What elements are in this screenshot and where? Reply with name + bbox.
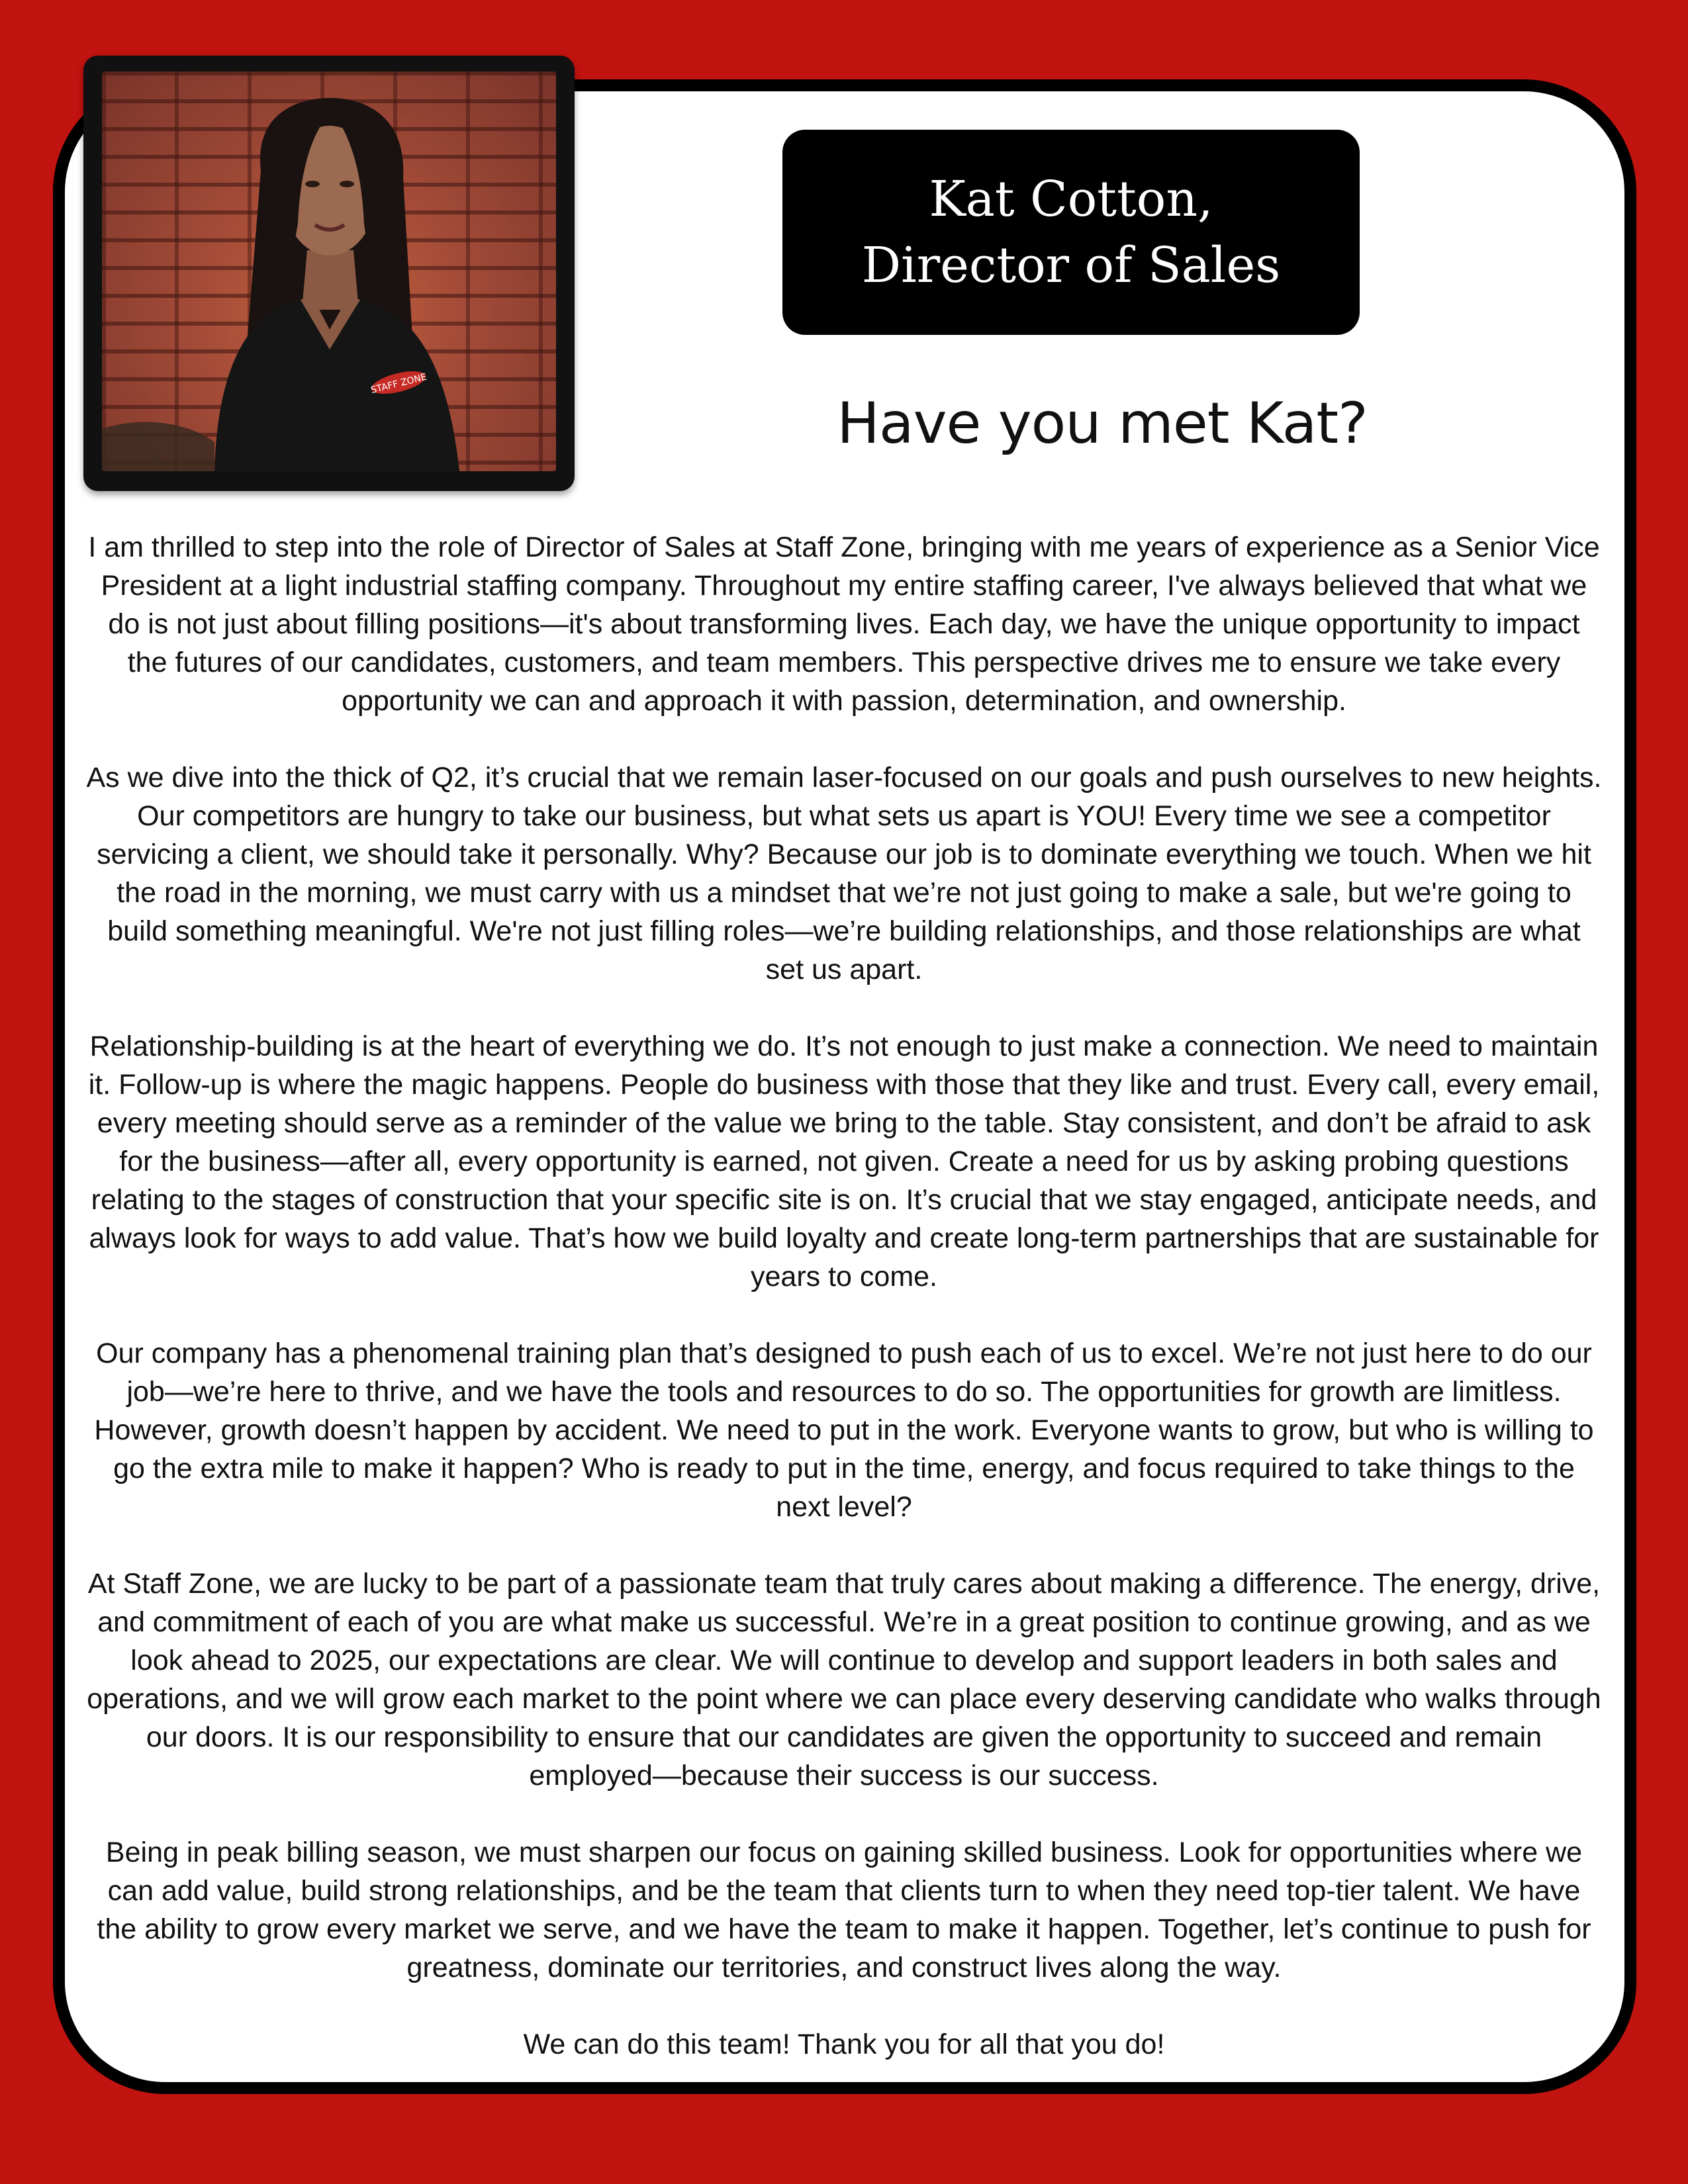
person-role: Director of Sales [861, 237, 1281, 294]
paragraph-training: Our company has a phenomenal training plan that’s designed to push each of us to excel. We’re not just here to do our job—we’re here to thrive, and we have the tools and resources to do so. The opportunities for growth are limitless. However, growth doesn’t happen by accident. We need to put in the work. Everyone wants to grow, but who is willing to go the extra mile to make it happen? Who is ready to put in the time, energy, and focus required to take things to the next level? [94, 1338, 1594, 1523]
person-name: Kat Cotton, [929, 171, 1213, 228]
paragraph-relationships: Relationship-building is at the heart of everything we do. It’s not enough to just make a connection. We need to maintain it. Follow-up is where the magic happens. People do business with those that they like and trust. Every call, every email, every meeting should serve as a reminder of the value we bring to the table. Stay consistent, and don’t be afraid to ask for the business—after all, every opportunity is earned, not given. Create a need for us by asking probing questions relating to the stages of construction that your specific site is on. It’s crucial that we stay engaged, anticipate needs, and always look for ways to add value. That’s how we build loyalty and create long-term partnerships that are sustainable for years to come. [88, 1030, 1600, 1293]
paragraph-billing-season: Being in peak billing season, we must sharpen our focus on gaining skilled business. Look for opportunities where we can add value, build strong relationships, and be the team that clients turn to when they need top-tier talent. We have the ability to grow every market we serve, and we have the team to make it happen. Together, let’s continue to push for greatness, dominate our territories, and construct lives along the way. [97, 1837, 1591, 1983]
paragraph-intro: I am thrilled to step into the role of Director of Sales at Staff Zone, bringing with me years of experience as a Senior Vice President at a light industrial staffing company. Throughout my entire staffing career, I've always believed that what we do is not just about filling positions—it's about transforming lives. Each day, we have the unique opportunity to impact the futures of our candidates, customers, and team members. This perspective drives me to ensure we take every opportunity we can and approach it with passion, determination, and ownership. [88, 531, 1600, 717]
portrait-illustration [102, 71, 556, 471]
profile-photo-frame [83, 56, 575, 491]
paragraph-team: At Staff Zone, we are lucky to be part of a passionate team that truly cares about making a difference. The energy, drive, and commitment of each of you are what make us successful. We’re in a great position to continue growing, and as we look ahead to 2025, our expectations are clear. We will continue to develop and support leaders in both sales and operations, and we will grow each market to the point where we can place every deserving candidate who walks through our doors. It is our responsibility to ensure that our candidates are given the opportunity to succeed and remain employed—because their success is our success. [87, 1568, 1601, 1792]
headline: Have you met Kat? [837, 390, 1368, 457]
paragraph-closing: We can do this team! Thank you for all that you do! [523, 2028, 1165, 2060]
name-title-box [782, 130, 1360, 335]
profile-photo [102, 71, 556, 471]
shirt-logo-text: STAFF ZONE [369, 371, 428, 396]
letter-body [86, 528, 1602, 2064]
paragraph-q2: As we dive into the thick of Q2, it’s crucial that we remain laser-focused on our goals and push ourselves to new heights. Our competitors are hungry to take our business, but what sets us apart is YOU! Every time we see a competitor servicing a client, we should take it personally. Why? Because our job is to dominate everything we touch. When we hit the road in the morning, we must carry with us a mindset that we’re not just going to make a sale, but we're going to build something meaningful. We're not just filling roles—we’re building relationships, and those relationships are what set us apart. [86, 762, 1602, 985]
